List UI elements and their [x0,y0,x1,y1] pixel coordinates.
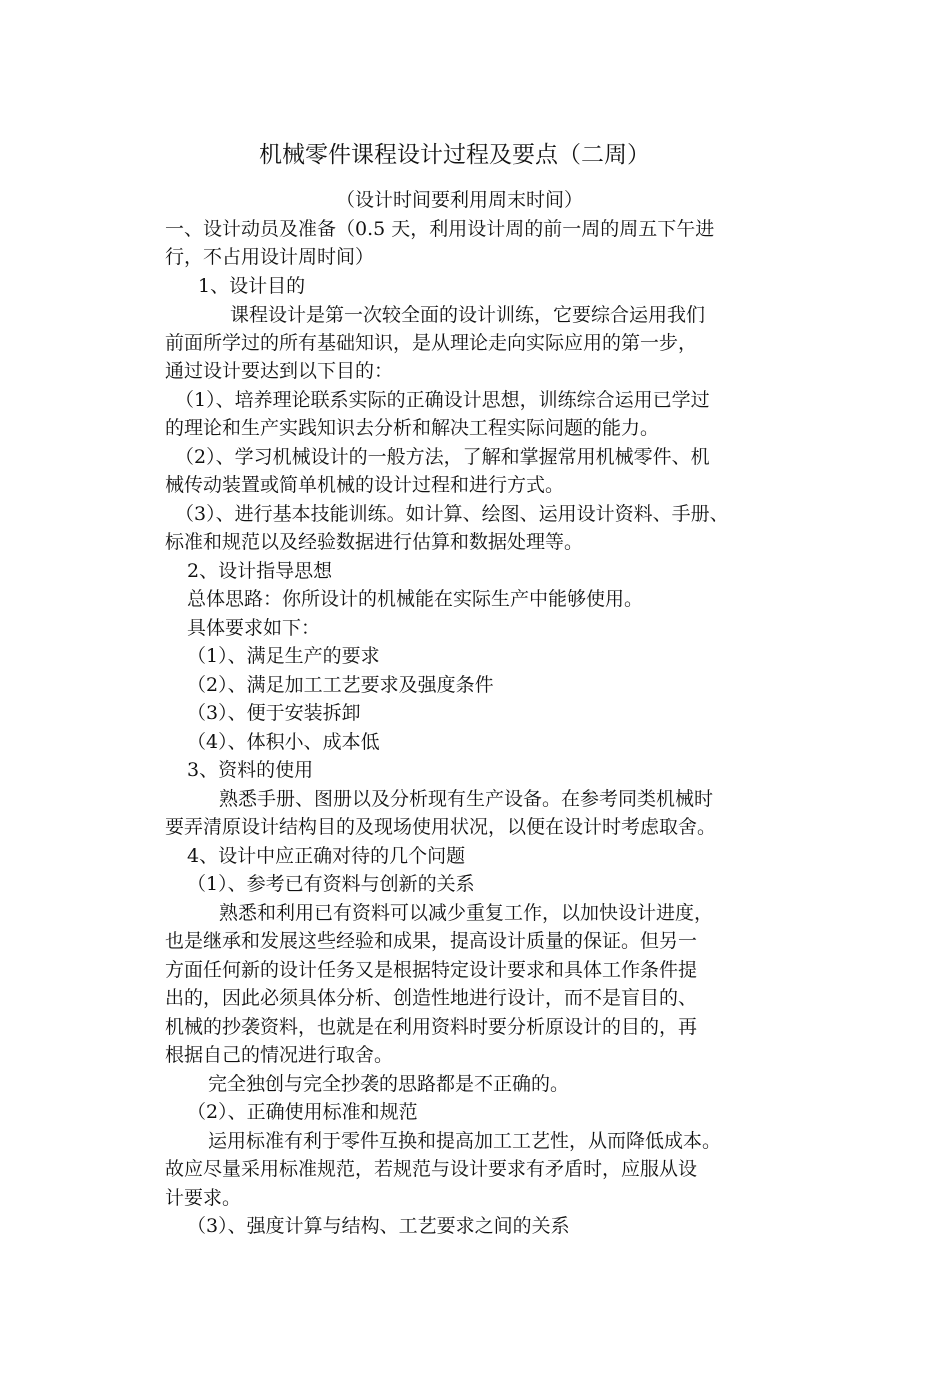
text-line: 计要求。 [165,1187,242,1209]
text-line: 总体思路：你所设计的机械能在实际生产中能够使用。 [187,588,644,610]
text-line: 也是继承和发展这些经验和成果，提高设计质量的保证。但另一 [165,930,698,952]
text-line: 故应尽量采用标准规范，若规范与设计要求有矛盾时，应服从设 [165,1158,698,1180]
text-line: （2）、满足加工工艺要求及强度条件 [187,674,494,696]
text-line: 3、资料的使用 [187,759,314,781]
text-line: 要弄清原设计结构目的及现场使用状况，以便在设计时考虑取舍。 [165,816,717,838]
text-line: 完全独创与完全抄袭的思路都是不正确的。 [208,1073,570,1095]
text-line: 出的，因此必须具体分析、创造性地进行设计，而不是盲目的、 [165,987,698,1009]
text-line: 熟悉手册、图册以及分析现有生产设备。在参考同类机械时 [219,788,714,810]
text-line: （1）、培养理论联系实际的正确设计思想，训练综合运用已学过 [175,389,710,411]
text-line: （2）、正确使用标准和规范 [187,1101,418,1123]
text-line: 1、设计目的 [198,275,306,297]
text-line: 通过设计要达到以下目的： [165,360,394,382]
text-line: 行，不占用设计周时间） [165,246,375,268]
text-line: 械传动装置或简单机械的设计过程和进行方式。 [165,474,565,496]
text-line: （1）、满足生产的要求 [187,645,380,667]
text-line: 根据自己的情况进行取舍。 [165,1044,394,1066]
text-line: 方面任何新的设计任务又是根据特定设计要求和具体工作条件提 [165,959,698,981]
text-line: （4）、体积小、成本低 [187,731,380,753]
text-line: 一、设计动员及准备（0.5 天，利用设计周的前一周的周五下午进 [165,218,715,240]
text-line: 课程设计是第一次较全面的设计训练，它要综合运用我们 [230,304,706,326]
text-line: （1）、参考已有资料与创新的关系 [187,873,475,895]
text-line: 熟悉和利用已有资料可以减少重复工作，以加快设计进度， [219,902,714,924]
text-line: 前面所学过的所有基础知识，是从理论走向实际应用的第一步， [165,332,698,354]
document-subtitle: （设计时间要利用周末时间） [336,189,584,211]
text-line: （3）、强度计算与结构、工艺要求之间的关系 [187,1215,570,1237]
text-line: 标准和规范以及经验数据进行估算和数据处理等。 [165,531,584,553]
text-line: （2）、学习机械设计的一般方法，了解和掌握常用机械零件、机 [175,446,710,468]
text-line: 的理论和生产实践知识去分析和解决工程实际问题的能力。 [165,417,660,439]
text-line: 具体要求如下： [187,617,321,639]
text-line: （3）、便于安装拆卸 [187,702,361,724]
text-line: 运用标准有利于零件互换和提高加工工艺性，从而降低成本。 [208,1130,722,1152]
text-line: （3）、进行基本技能训练。如计算、绘图、运用设计资料、手册、 [175,503,729,525]
text-line: 机械的抄袭资料，也就是在利用资料时要分析原设计的目的，再 [165,1016,698,1038]
text-line: 2、设计指导思想 [187,560,333,582]
text-line: 4、设计中应正确对待的几个问题 [187,845,466,867]
document-title: 机械零件课程设计过程及要点（二周） [259,142,650,168]
